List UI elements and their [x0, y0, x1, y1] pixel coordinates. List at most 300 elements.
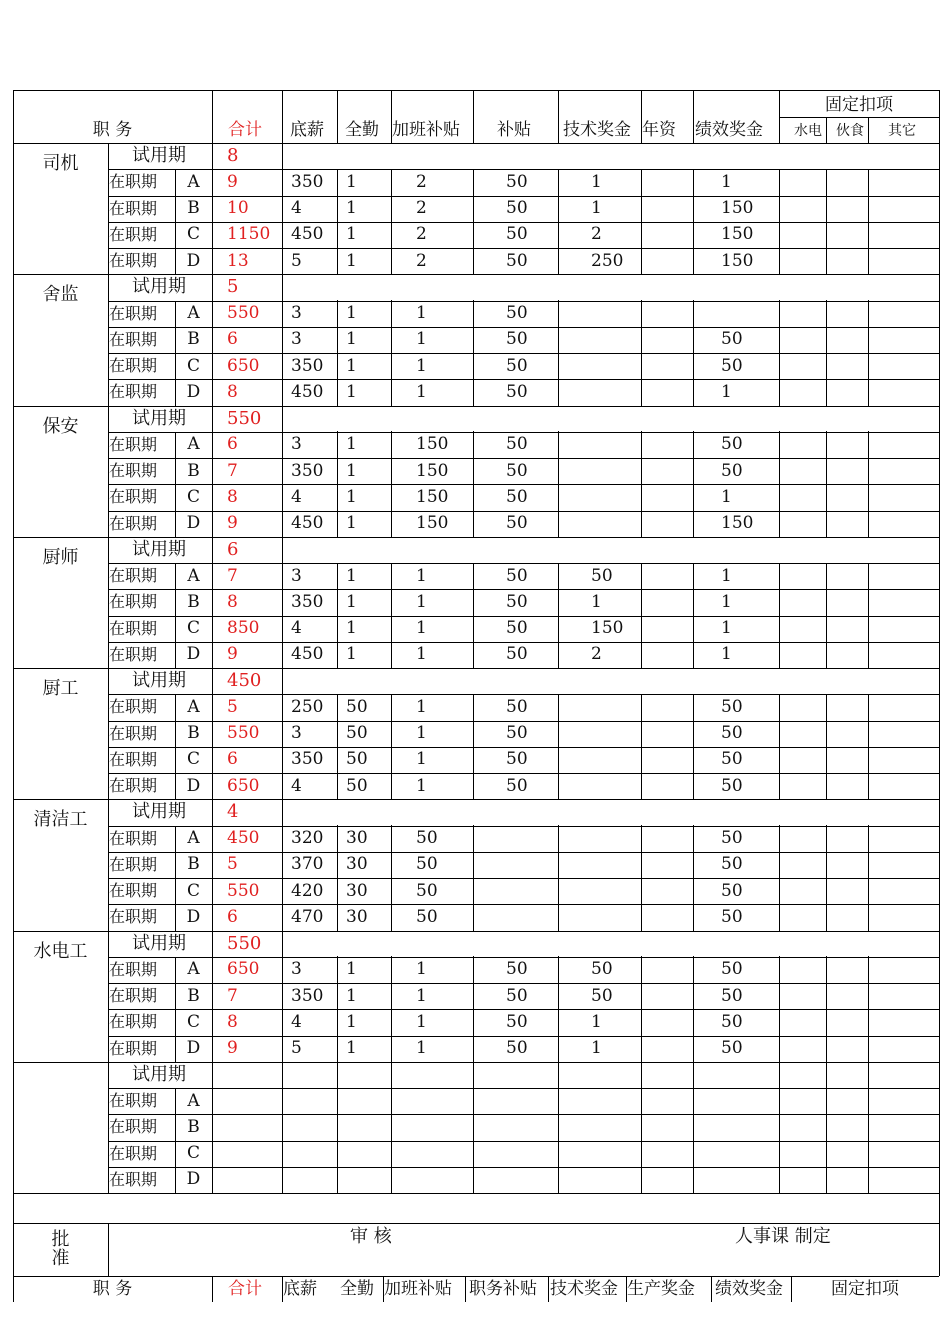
- cell-total: 550: [227, 303, 260, 324]
- cell-base: 4: [291, 198, 302, 219]
- cell-tech: 50: [591, 565, 613, 586]
- review-label: 审 核: [350, 1226, 392, 1247]
- cell-tech: [558, 432, 641, 458]
- cell-total: 1150: [227, 224, 271, 245]
- cell-overtime: 1: [416, 303, 427, 324]
- cell-total: 550: [227, 880, 260, 901]
- cell-overtime: 1: [416, 959, 427, 980]
- cell-perf: 1: [721, 381, 732, 402]
- grade-label: A: [187, 303, 200, 324]
- cell-seniority: [641, 1009, 693, 1035]
- cell-perf: 1: [721, 618, 732, 639]
- cell-base: 3: [291, 434, 302, 455]
- probation-label: 试用期: [132, 276, 186, 298]
- cell-overtime: 1: [416, 1038, 427, 1059]
- left-border: [13, 90, 14, 1302]
- cell-overtime: 150: [416, 434, 449, 455]
- cell-seniority: [641, 511, 693, 537]
- cell-seniority: [641, 248, 693, 274]
- cell-attendance: 1: [346, 355, 357, 376]
- employed-label: 在职期: [109, 828, 158, 848]
- hr-label: 人事课 制定: [735, 1226, 831, 1247]
- cell-base: 450: [291, 224, 324, 245]
- probation-span-mask: [283, 538, 939, 563]
- bottom-header-production-bonus: 生产奖金: [627, 1279, 695, 1299]
- cell-seniority: [641, 957, 693, 983]
- cell-total: 10: [227, 198, 249, 219]
- cell-overtime: [391, 1167, 473, 1193]
- role-name: 舍监: [42, 284, 79, 306]
- cell-seniority: [641, 1088, 693, 1114]
- cell-allowance: 50: [506, 250, 528, 271]
- cell-perf: 50: [721, 434, 743, 455]
- employed-label: 在职期: [109, 697, 158, 717]
- cell-allowance: 50: [506, 591, 528, 612]
- cell-overtime: 2: [416, 250, 427, 271]
- probation-total: 5: [227, 276, 239, 298]
- row-divider: [108, 852, 939, 853]
- col-divider: [282, 90, 283, 1193]
- row-divider: [108, 1088, 939, 1089]
- bottom-col-divider: [282, 1276, 283, 1302]
- cell-tech: 150: [591, 618, 624, 639]
- cell-perf: 150: [721, 198, 754, 219]
- cell-overtime: 1: [416, 1011, 427, 1032]
- cell-attendance: 1: [346, 486, 357, 507]
- cell-tech: 2: [591, 644, 602, 665]
- bottom-header-role: 职 务: [92, 1279, 133, 1299]
- header-meals: 伙食: [836, 122, 864, 139]
- cell-total: 650: [227, 355, 260, 376]
- header-base: 底薪: [290, 120, 324, 140]
- cell-perf: 50: [721, 460, 743, 481]
- cell-attendance: [337, 1167, 391, 1193]
- col-divider: [473, 90, 474, 1193]
- probation-label: 试用期: [132, 538, 186, 560]
- cell-seniority: [641, 458, 693, 484]
- row-divider: [108, 589, 939, 590]
- row-divider: [108, 721, 939, 722]
- row-divider: [108, 878, 939, 879]
- cell-attendance: 1: [346, 171, 357, 192]
- cell-total: 7: [227, 460, 238, 481]
- cell-base: 4: [291, 486, 302, 507]
- cell-perf: 50: [721, 906, 743, 927]
- row-divider: [108, 458, 939, 459]
- grade-label: B: [187, 329, 200, 350]
- cell-total: 7: [227, 565, 238, 586]
- bottom-col-divider: [212, 1276, 213, 1302]
- grade-divider: [175, 301, 176, 406]
- cell-allowance: 50: [506, 749, 528, 770]
- cell-overtime: 1: [416, 565, 427, 586]
- grade-label: D: [186, 381, 201, 402]
- cell-allowance: 50: [506, 1038, 528, 1059]
- cell-seniority: [641, 826, 693, 852]
- probation-total: 450: [227, 670, 262, 692]
- grade-label: A: [187, 171, 200, 192]
- cell-attendance: [337, 1141, 391, 1167]
- cell-total: 8: [227, 381, 238, 402]
- employed-label: 在职期: [109, 487, 158, 507]
- employed-label: 在职期: [109, 881, 158, 901]
- role-name: 清洁工: [33, 809, 88, 831]
- cell-overtime: 2: [416, 171, 427, 192]
- grade-label: C: [186, 618, 200, 639]
- cell-tech: [558, 878, 641, 904]
- cell-seniority: [641, 379, 693, 405]
- cell-overtime: 2: [416, 224, 427, 245]
- cell-allowance: 50: [506, 723, 528, 744]
- cell-total: [212, 1088, 282, 1114]
- bottom-header-attendance: 全勤: [340, 1279, 374, 1299]
- row-divider: [108, 983, 939, 984]
- cell-allowance: 50: [506, 486, 528, 507]
- cell-allowance: 50: [506, 171, 528, 192]
- cell-tech: 1: [591, 171, 602, 192]
- footer-divider: [108, 1223, 109, 1276]
- cell-tech: 1: [591, 1038, 602, 1059]
- employed-label: 在职期: [109, 1169, 158, 1189]
- cell-allowance: 50: [506, 696, 528, 717]
- employed-label: 在职期: [109, 1012, 158, 1032]
- probation-total: 8: [227, 145, 239, 167]
- row-divider: [108, 957, 939, 958]
- role-name: 保安: [42, 415, 79, 437]
- probation-span-mask: [283, 932, 939, 957]
- grade-label: C: [186, 224, 200, 245]
- grade-label: B: [187, 854, 200, 875]
- col-divider: [693, 90, 694, 1193]
- cell-tech: [558, 353, 641, 379]
- cell-total: 450: [227, 828, 260, 849]
- cell-tech: [558, 904, 641, 930]
- cell-attendance: 1: [346, 985, 357, 1006]
- cell-tech: 1: [591, 1011, 602, 1032]
- cell-base: 4: [291, 1011, 302, 1032]
- cell-tech: [558, 1114, 641, 1140]
- cell-attendance: 1: [346, 460, 357, 481]
- grade-label: B: [187, 460, 200, 481]
- header-tech-bonus: 技术奖金: [563, 120, 631, 140]
- grade-label: C: [186, 1143, 200, 1164]
- bottom-col-divider: [548, 1276, 549, 1302]
- cell-seniority: [641, 301, 693, 327]
- employed-label: 在职期: [109, 959, 158, 979]
- cell-overtime: 1: [416, 749, 427, 770]
- employed-label: 在职期: [109, 1038, 158, 1058]
- cell-allowance: 50: [506, 303, 528, 324]
- cell-allowance: [473, 1088, 558, 1114]
- cell-allowance: [473, 878, 558, 904]
- cell-attendance: 1: [346, 329, 357, 350]
- cell-base: 3: [291, 959, 302, 980]
- row-divider: [108, 826, 939, 827]
- cell-perf: [693, 1141, 779, 1167]
- grade-label: D: [186, 644, 201, 665]
- bottom-header-overtime: 加班补贴: [384, 1279, 452, 1299]
- cell-tech: 50: [591, 959, 613, 980]
- cell-seniority: [641, 1141, 693, 1167]
- grade-label: A: [187, 1090, 200, 1111]
- cell-overtime: 1: [416, 355, 427, 376]
- cell-allowance: [473, 1114, 558, 1140]
- cell-allowance: [473, 826, 558, 852]
- grade-divider: [175, 432, 176, 537]
- cell-overtime: 50: [416, 906, 438, 927]
- cell-attendance: 1: [346, 434, 357, 455]
- cell-base: 4: [291, 775, 302, 796]
- cell-seniority: [641, 878, 693, 904]
- row-divider: [108, 1141, 939, 1142]
- cell-perf: 50: [721, 959, 743, 980]
- row-divider: [108, 616, 939, 617]
- probation-total: [212, 1062, 282, 1088]
- cell-overtime: 1: [416, 644, 427, 665]
- cell-attendance: 1: [346, 303, 357, 324]
- bottom-header-base: 底薪: [283, 1279, 317, 1299]
- cell-allowance: [473, 904, 558, 930]
- cell-attendance: 30: [346, 854, 368, 875]
- cell-overtime: 2: [416, 198, 427, 219]
- cell-tech: [558, 458, 641, 484]
- cell-total: 9: [227, 644, 238, 665]
- employed-label: 在职期: [109, 303, 158, 323]
- cell-total: 8: [227, 1011, 238, 1032]
- cell-tech: [558, 511, 641, 537]
- cell-total: [212, 1167, 282, 1193]
- cell-base: 350: [291, 749, 324, 770]
- cell-allowance: 50: [506, 1011, 528, 1032]
- grade-divider: [175, 563, 176, 668]
- header-role: 职 务: [92, 120, 133, 140]
- bottom-col-divider: [383, 1276, 384, 1302]
- cell-overtime: 50: [416, 828, 438, 849]
- cell-attendance: 1: [346, 250, 357, 271]
- row-divider: [108, 484, 939, 485]
- cell-perf: 150: [721, 224, 754, 245]
- cell-overtime: 50: [416, 880, 438, 901]
- employed-label: 在职期: [109, 1143, 158, 1163]
- cell-seniority: [641, 353, 693, 379]
- cell-perf: 150: [721, 250, 754, 271]
- cell-base: 350: [291, 985, 324, 1006]
- cell-allowance: 50: [506, 775, 528, 796]
- employed-label: 在职期: [109, 907, 158, 927]
- header-overtime: 加班补贴: [392, 120, 460, 140]
- row-divider: [108, 642, 939, 643]
- row-divider: [108, 1167, 939, 1168]
- col-divider: [558, 90, 559, 1193]
- probation-span-mask: [283, 144, 939, 169]
- cell-allowance: 50: [506, 959, 528, 980]
- cell-seniority: [641, 773, 693, 799]
- grade-label: B: [187, 723, 200, 744]
- group-divider: [13, 1062, 939, 1063]
- cell-perf: 50: [721, 723, 743, 744]
- employed-label: 在职期: [109, 1091, 158, 1111]
- cell-overtime: [391, 1141, 473, 1167]
- cell-perf: 50: [721, 828, 743, 849]
- bottom-header-total: 合计: [228, 1279, 262, 1299]
- row-divider: [108, 773, 939, 774]
- grade-divider: [175, 826, 176, 931]
- cell-seniority: [641, 563, 693, 589]
- cell-base: [282, 1114, 337, 1140]
- cell-perf: 50: [721, 854, 743, 875]
- cell-perf: 150: [721, 513, 754, 534]
- header-other: 其它: [888, 122, 916, 139]
- row-divider: [108, 1114, 939, 1115]
- probation-label: 试用期: [132, 407, 186, 429]
- probation-total: 4: [227, 801, 239, 823]
- row-divider: [108, 511, 939, 512]
- bottom-col-divider: [711, 1276, 712, 1302]
- employed-label: 在职期: [109, 566, 158, 586]
- probation-label: 试用期: [132, 145, 186, 167]
- cell-overtime: [391, 1114, 473, 1140]
- cell-perf: 50: [721, 696, 743, 717]
- cell-perf: 50: [721, 1038, 743, 1059]
- cell-perf: [693, 1114, 779, 1140]
- grade-label: A: [187, 696, 200, 717]
- cell-overtime: 1: [416, 696, 427, 717]
- probation-label: 试用期: [132, 1063, 186, 1085]
- row-divider: [108, 1036, 939, 1037]
- cell-overtime: 50: [416, 854, 438, 875]
- employed-label: 在职期: [109, 382, 158, 402]
- cell-total: 5: [227, 696, 238, 717]
- cell-total: 6: [227, 906, 238, 927]
- group-divider: [13, 1193, 939, 1194]
- cell-tech: 250: [591, 250, 624, 271]
- cell-overtime: 1: [416, 381, 427, 402]
- bottom-col-divider: [791, 1276, 792, 1302]
- cell-perf: 50: [721, 1011, 743, 1032]
- grade-label: B: [187, 591, 200, 612]
- cell-total: 6: [227, 434, 238, 455]
- cell-perf: 1: [721, 591, 732, 612]
- cell-attendance: 1: [346, 513, 357, 534]
- cell-tech: [558, 1088, 641, 1114]
- cell-base: [282, 1167, 337, 1193]
- cell-base: 350: [291, 171, 324, 192]
- cell-base: [282, 1141, 337, 1167]
- cell-total: 6: [227, 749, 238, 770]
- employed-label: 在职期: [109, 329, 158, 349]
- row-divider: [108, 301, 939, 302]
- header-allowance: 补贴: [497, 120, 531, 140]
- grade-label: D: [186, 906, 201, 927]
- cell-base: 250: [291, 696, 324, 717]
- bottom-col-divider: [465, 1276, 466, 1302]
- right-border: [939, 90, 940, 1276]
- role-name: 水电工: [33, 940, 88, 962]
- cell-tech: 50: [591, 985, 613, 1006]
- employed-label: 在职期: [109, 644, 158, 664]
- cell-total: 650: [227, 775, 260, 796]
- grade-label: B: [187, 1116, 200, 1137]
- cell-allowance: [473, 1141, 558, 1167]
- cell-attendance: 30: [346, 906, 368, 927]
- probation-label: 试用期: [132, 932, 186, 954]
- cell-attendance: [337, 1114, 391, 1140]
- cell-tech: [558, 747, 641, 773]
- cell-attendance: 1: [346, 1038, 357, 1059]
- cell-tech: [558, 379, 641, 405]
- cell-base: 450: [291, 381, 324, 402]
- cell-tech: [558, 694, 641, 720]
- cell-overtime: 1: [416, 723, 427, 744]
- probation-label: 试用期: [132, 670, 186, 692]
- header-total: 合计: [228, 120, 262, 140]
- col-divider: [212, 90, 213, 1193]
- employed-label: 在职期: [109, 513, 158, 533]
- cell-overtime: 150: [416, 486, 449, 507]
- cell-seniority: [641, 1114, 693, 1140]
- cell-attendance: 50: [346, 723, 368, 744]
- grade-label: D: [186, 513, 201, 534]
- cell-total: 850: [227, 618, 260, 639]
- header-utilities: 水电: [794, 122, 822, 139]
- cell-allowance: 50: [506, 644, 528, 665]
- employed-label: 在职期: [109, 723, 158, 743]
- cell-perf: 1: [721, 565, 732, 586]
- grade-label: C: [186, 486, 200, 507]
- probation-total: 550: [227, 407, 262, 429]
- grade-label: B: [187, 198, 200, 219]
- cell-attendance: 1: [346, 1011, 357, 1032]
- cell-seniority: [641, 852, 693, 878]
- cell-base: [282, 1088, 337, 1114]
- cell-base: 420: [291, 880, 324, 901]
- cell-overtime: 1: [416, 618, 427, 639]
- row-divider: [108, 379, 939, 380]
- row-divider: [108, 747, 939, 748]
- cell-overtime: 150: [416, 513, 449, 534]
- cell-allowance: 50: [506, 355, 528, 376]
- cell-total: 9: [227, 171, 238, 192]
- cell-attendance: 1: [346, 959, 357, 980]
- cell-base: 4: [291, 618, 302, 639]
- cell-allowance: [473, 1167, 558, 1193]
- cell-tech: [558, 721, 641, 747]
- cell-perf: 50: [721, 329, 743, 350]
- cell-total: [212, 1114, 282, 1140]
- cell-perf: 1: [721, 171, 732, 192]
- employed-label: 在职期: [109, 749, 158, 769]
- cell-seniority: [641, 747, 693, 773]
- cell-tech: [558, 826, 641, 852]
- cell-overtime: 1: [416, 591, 427, 612]
- cell-total: 650: [227, 959, 260, 980]
- grade-label: D: [186, 1038, 201, 1059]
- grade-label: D: [186, 1169, 201, 1190]
- cell-tech: [558, 773, 641, 799]
- bottom-header-fixed-deductions: 固定扣项: [831, 1279, 899, 1299]
- cell-base: 3: [291, 723, 302, 744]
- cell-attendance: 30: [346, 828, 368, 849]
- header-perf-bonus: 绩效奖金: [695, 120, 763, 140]
- role-name: [13, 1066, 108, 1100]
- row-divider: [108, 196, 939, 197]
- cell-perf: [693, 301, 779, 327]
- cell-base: 350: [291, 460, 324, 481]
- cell-total: 9: [227, 1038, 238, 1059]
- employed-label: 在职期: [109, 776, 158, 796]
- bottom-header-tech-bonus: 技术奖金: [550, 1279, 618, 1299]
- row-divider: [108, 1009, 939, 1010]
